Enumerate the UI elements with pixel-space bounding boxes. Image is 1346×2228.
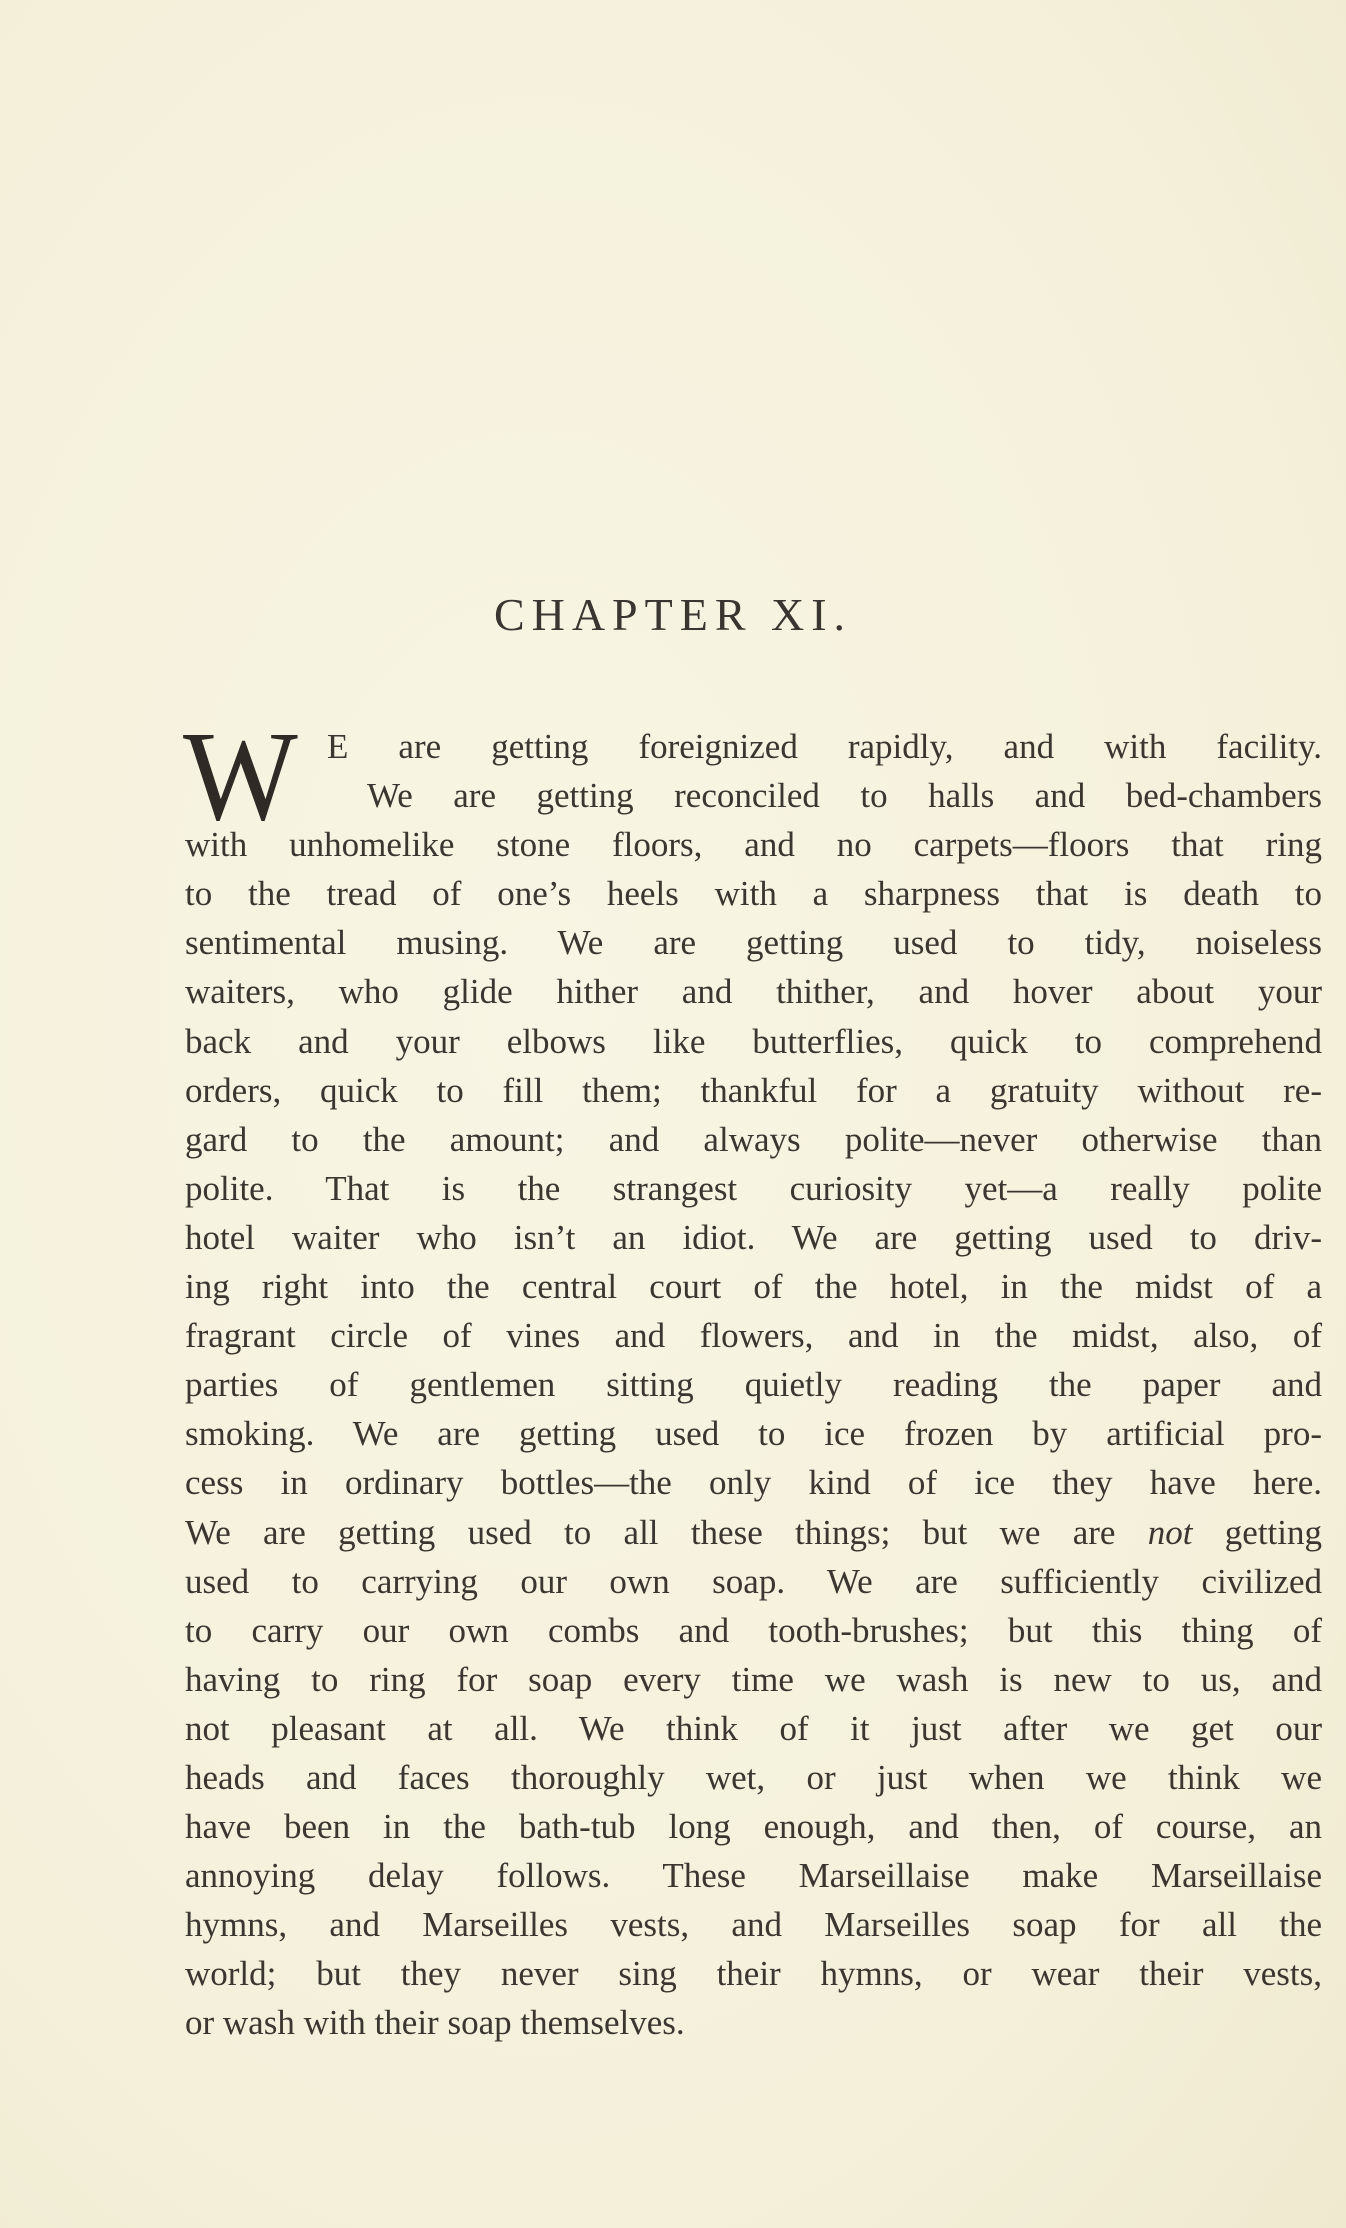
text-segment: We are getting used to all these things; but we are: [185, 1512, 1116, 1552]
text-line: parties of gentlemen sitting quietly reading the paper and: [185, 1365, 1322, 1405]
text-line: back and your elbows like butterflies, quick to comprehend: [185, 1021, 1322, 1061]
text-line: used to carrying our own soap. We are sufficiently civilized: [185, 1561, 1322, 1601]
text-line: to carry our own combs and tooth-brushes; but this thing of: [185, 1610, 1322, 1650]
text-line: sentimental musing. We are getting used to tidy, noiseless: [185, 923, 1322, 963]
text-line: or wash with their soap themselves.: [185, 2003, 685, 2043]
text-line: not pleasant at all. We think of it just after we get our: [185, 1708, 1322, 1748]
text-line: gard to the amount; and always polite—never otherwise than: [185, 1119, 1322, 1159]
italic-emphasis: not: [1147, 1512, 1193, 1552]
text-line: with unhomelike stone floors, and no carpets—floors that ring: [185, 825, 1322, 865]
text-line: having to ring for soap every time we wash is new to us, and: [185, 1659, 1322, 1699]
text-line: waiters, who glide hither and thither, and hover about your: [185, 972, 1322, 1012]
text-line: heads and faces thoroughly wet, or just when we think we: [185, 1757, 1322, 1797]
text-line: smoking. We are getting used to ice frozen by artificial pro-: [185, 1414, 1322, 1454]
text-line: cess in ordinary bottles—the only kind of ice they have here.: [185, 1463, 1322, 1503]
drop-cap: W: [183, 705, 298, 847]
text-line: ing right into the central court of the hotel, in the midst of a: [185, 1267, 1322, 1307]
text-line: annoying delay follows. These Marseillaise make Marseillaise: [185, 1856, 1322, 1896]
text-line: hymns, and Marseilles vests, and Marseilles soap for all the: [185, 1905, 1322, 1945]
text-line: to the tread of one’s heels with a sharpness that is death to: [185, 874, 1322, 914]
text-line: orders, quick to fill them; thankful for a gratuity without re-: [185, 1070, 1322, 1110]
text-line: We are getting reconciled to halls and bed-chambers: [367, 776, 1322, 816]
chapter-heading: CHAPTER XI.: [493, 589, 853, 640]
text-line: [185, 1508, 1322, 1557]
text-line: polite. That is the strangest curiosity yet—a really polite: [185, 1168, 1322, 1208]
text-line: hotel waiter who isn’t an idiot. We are getting used to driv-: [185, 1217, 1322, 1257]
text-line: world; but they never sing their hymns, or wear their vests,: [185, 1954, 1322, 1994]
text-line: E are getting foreignized rapidly, and with facility.: [327, 727, 1322, 766]
text-line: have been in the bath-tub long enough, and then, of course, an: [185, 1807, 1322, 1847]
chapter-body-text: [185, 722, 1322, 2048]
text-line: fragrant circle of vines and flowers, and in the midst, also, of: [185, 1316, 1322, 1356]
text-segment: getting: [1224, 1512, 1323, 1552]
